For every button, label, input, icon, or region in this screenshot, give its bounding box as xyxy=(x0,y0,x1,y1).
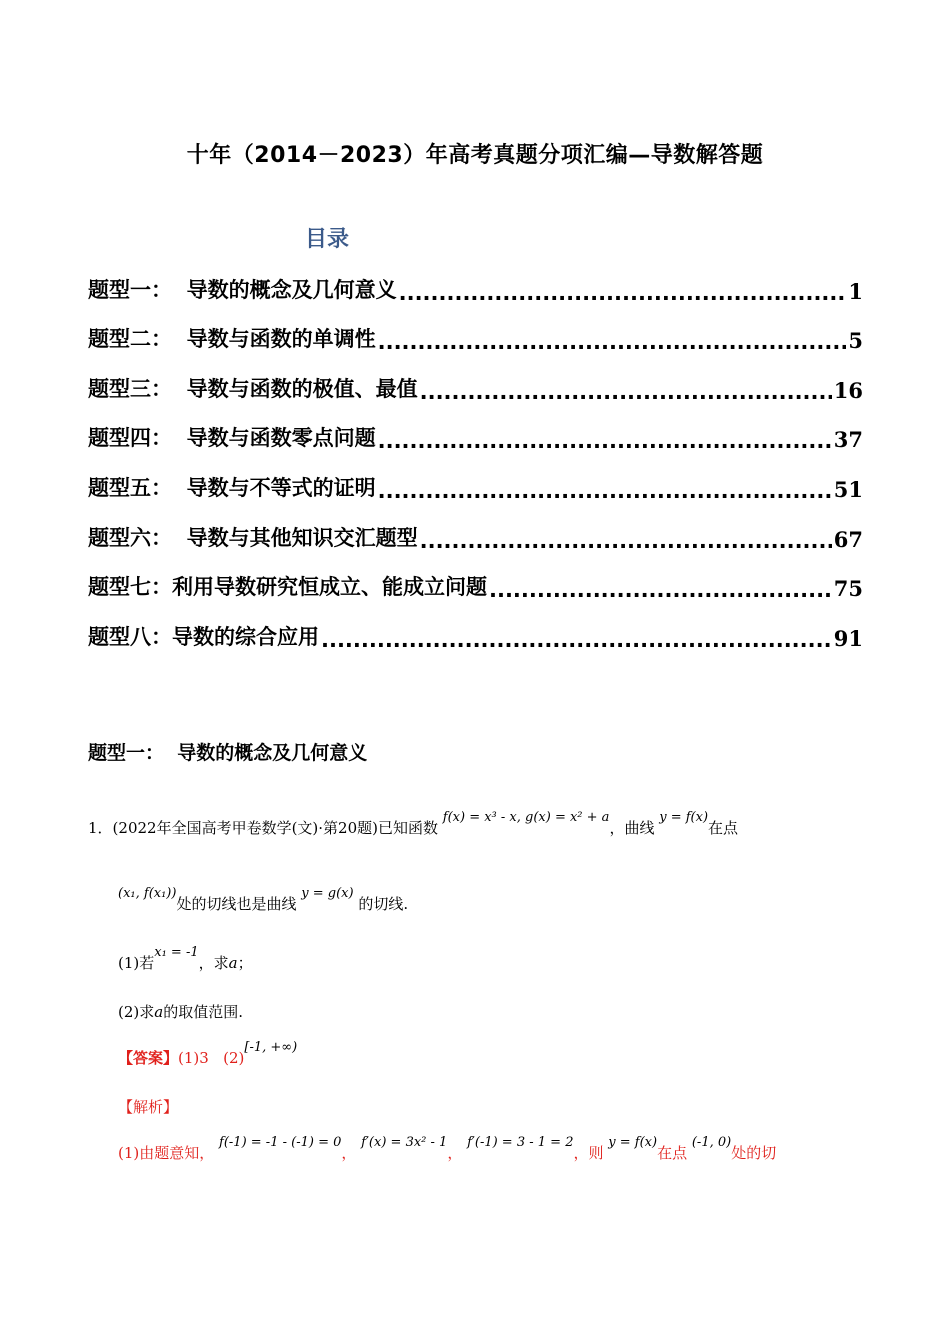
answer-label: 【答案】 xyxy=(118,1049,179,1067)
toc-item[interactable] xyxy=(88,420,863,452)
toc-leader-dots xyxy=(489,580,832,601)
section-heading xyxy=(88,738,367,765)
toc-item[interactable] xyxy=(88,371,863,403)
analysis-text: 处的切 xyxy=(731,1144,777,1162)
toc-item-text: 导数与函数的极值、最值 xyxy=(186,377,418,401)
toc-item-page: 67 xyxy=(833,527,863,552)
analysis-text: ，则 xyxy=(573,1144,604,1162)
answer-value-1: (1)3 xyxy=(178,1049,209,1067)
analysis-text: 在点 xyxy=(657,1144,688,1162)
analysis-label: 【解析】 xyxy=(118,1098,179,1116)
point-expression: (-1, 0) xyxy=(691,1135,732,1150)
toc-leader-dots xyxy=(321,630,832,651)
toc-item[interactable] xyxy=(88,569,863,601)
section-text: 导数的概念及几何意义 xyxy=(177,742,368,764)
toc-item-text: 导数与其他知识交汇题型 xyxy=(186,526,418,550)
part-text: (2)求 xyxy=(118,1003,155,1021)
analysis-line-1 xyxy=(118,1135,777,1163)
problem-number: 1． xyxy=(88,819,113,837)
document-title: 十年（2014－2023）年高考真题分项汇编—导数解答题 xyxy=(186,143,764,168)
problem-text: 处的切线也是曲线 xyxy=(176,895,297,913)
problem-part-1 xyxy=(118,945,253,973)
toc-item-label: 题型三： xyxy=(88,377,172,401)
problem-source: (2022年全国高考甲卷数学(文)·第20题)已知函数 xyxy=(112,819,438,837)
toc-item[interactable] xyxy=(88,470,863,502)
toc-item-text: 导数与函数的单调性 xyxy=(186,327,376,351)
answer-line xyxy=(118,1040,298,1068)
toc-leader-dots xyxy=(399,283,847,304)
part-text: ； xyxy=(237,954,253,972)
toc-item-page: 91 xyxy=(833,626,863,651)
analysis-text: (1)由题意知， xyxy=(118,1144,215,1162)
toc-item-gap xyxy=(172,428,187,452)
toc-item-text: 导数的综合应用 xyxy=(172,625,319,649)
analysis-text: ， xyxy=(447,1144,463,1162)
curve-expression: y = f(x) xyxy=(659,810,709,825)
toc-item-text: 导数与不等式的证明 xyxy=(186,476,376,500)
toc-item-page: 37 xyxy=(833,427,863,452)
answer-interval: [-1, +∞) xyxy=(244,1040,298,1055)
equation: f′(-1) = 3 - 1 = 2 xyxy=(467,1135,574,1150)
toc-item-page: 75 xyxy=(833,576,863,601)
toc-item[interactable] xyxy=(88,321,863,353)
variable: a xyxy=(154,1003,164,1021)
toc-leader-dots xyxy=(420,382,832,403)
toc-item-gap xyxy=(172,280,187,304)
toc-item-label: 题型四： xyxy=(88,426,172,450)
curve-expression: y = g(x) xyxy=(301,886,354,901)
toc-item-gap xyxy=(172,528,187,552)
problem-part-2 xyxy=(118,1001,243,1022)
toc-item-gap xyxy=(172,379,187,403)
toc-item-gap xyxy=(172,329,187,353)
toc-item-page: 51 xyxy=(833,477,863,502)
part-text: ，求 xyxy=(198,954,229,972)
problem-line-1 xyxy=(88,810,739,838)
part-text: 的取值范围. xyxy=(163,1003,243,1021)
toc-item[interactable] xyxy=(88,520,863,552)
toc-item-label: 题型一： xyxy=(88,278,172,302)
toc-item-text: 利用导数研究恒成立、能成立问题 xyxy=(172,575,487,599)
toc-leader-dots xyxy=(378,481,832,502)
equation: f(-1) = -1 - (-1) = 0 xyxy=(219,1135,342,1150)
problem-text: ，曲线 xyxy=(609,819,655,837)
toc-leader-dots xyxy=(378,332,847,353)
equation: f′(x) = 3x² - 1 xyxy=(361,1135,448,1150)
variable: a xyxy=(228,954,238,972)
curve-expression: y = f(x) xyxy=(608,1135,658,1150)
problem-line-2 xyxy=(118,886,409,914)
function-definition: f(x) = x³ - x, g(x) = x² + a xyxy=(442,810,610,825)
toc-item-label: 题型六： xyxy=(88,526,172,550)
part-text: (1)若 xyxy=(118,954,155,972)
toc-item-label: 题型七： xyxy=(88,575,172,599)
toc-heading: 目录 xyxy=(305,227,350,252)
toc-item-page: 16 xyxy=(833,378,863,403)
problem-text: 在点 xyxy=(708,819,739,837)
point-expression: (x₁, f(x₁)) xyxy=(118,886,177,901)
toc-item[interactable] xyxy=(88,272,863,304)
problem-text: 的切线. xyxy=(358,895,409,913)
answer-value-2-prefix: (2) xyxy=(223,1049,245,1067)
toc-item-label: 题型八： xyxy=(88,625,172,649)
toc-item-label: 题型五： xyxy=(88,476,172,500)
toc-item-page: 5 xyxy=(848,328,863,353)
toc-item[interactable] xyxy=(88,619,863,651)
toc-item-text: 导数的概念及几何意义 xyxy=(186,278,397,302)
section-label: 题型一： xyxy=(88,742,165,764)
toc-item-page: 1 xyxy=(848,279,863,304)
toc-leader-dots xyxy=(420,531,832,552)
analysis-text: ， xyxy=(341,1144,357,1162)
toc-leader-dots xyxy=(378,431,832,452)
toc-item-label: 题型二： xyxy=(88,327,172,351)
condition-expression: x₁ = -1 xyxy=(154,945,199,960)
toc-item-text: 导数与函数零点问题 xyxy=(186,426,376,450)
toc-item-gap xyxy=(172,478,187,502)
